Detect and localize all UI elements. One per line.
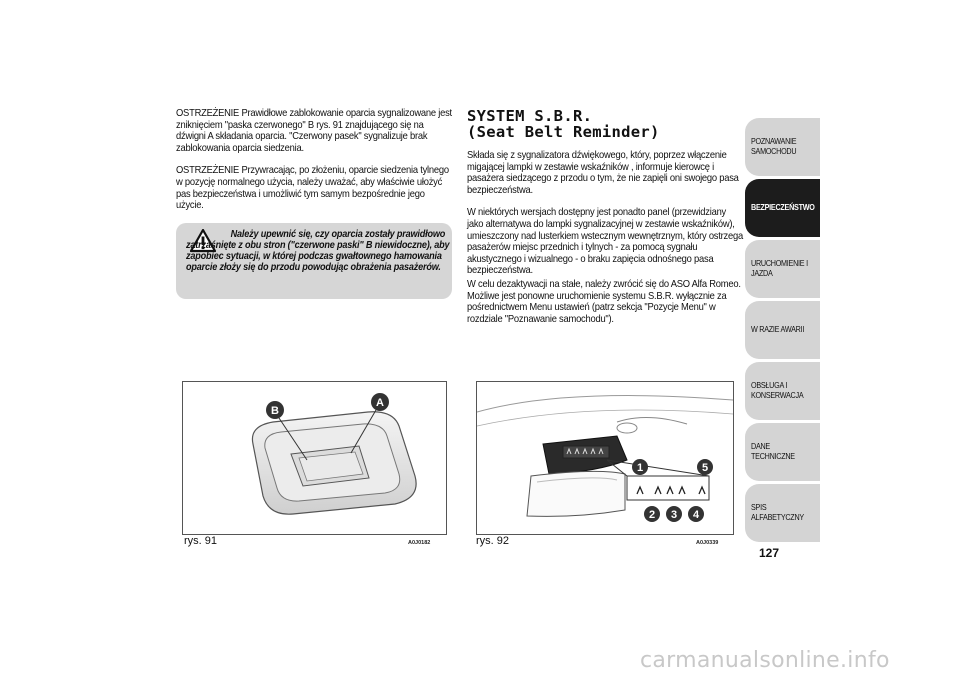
label-4: 4 [692,509,700,521]
sbr-paragraph-2: W niektórych wersjach dostępny jest ponadto panel (przewidziany jako alternatywa do lampki sygnalizacyjnej w zestawie wskaźników), umieszczony nad lusterkiem wstecznym wewnętrznym, który ostrzega pasażerów miejsc przednich i tylnych - za pomocą sygnału akustycznego i wizualnego - o braku zapięcia odnośnego pasa bezpieczeństwa. [467,207,743,277]
sbr-paragraph-3: W celu dezaktywacji na stałe, należy zwrócić się do ASO Alfa Romeo. Możliwe jest ponowne uruchomienie systemu S.B.R. wyłącznie za pośrednictwem Menu ustawień (patrz sekcja "Pozycje Menu" w rozdziale "Poznawanie samochodu"). [467,278,741,325]
figure-91-caption: rys. 91 [184,535,218,547]
sbr-panel-illustration [477,382,733,534]
tab-label: DANE TECHNICZNE [751,441,795,461]
tab-dane-techniczne[interactable] [745,423,820,481]
label-b: B [271,405,279,417]
sbr-paragraph-1: Składa się z sygnalizatora dźwiękowego, który, poprzez włączenie migającej lampki w zestawie wskaźników , informuje kierowcę i pasażera siedzącego z przodu o tym, że nie zapięli oni swojego pasa bezpieczeństwa. [467,150,739,196]
seat-latch-illustration [183,382,446,534]
section-title-line-1: SYSTEM S.B.R. [467,107,593,125]
tab-obsluga-i-konserwacja[interactable] [745,362,820,420]
tab-label: POZNAWANIE SAMOCHODU [751,136,797,156]
figure-92-caption: rys. 92 [476,535,510,547]
warning-paragraph-2: OSTRZEŻENIE Przywracając, po złożeniu, oparcie siedzenia tylnego w pozycję normalnego użycia, należy uważać, aby właściwie ułożyć pas bezpieczeństwa i umożliwić tym samym bezpośrednie jego użycie. [176,165,449,212]
figure-92-code: A0J0339 [696,540,719,546]
figure-92-sbr-panel [476,381,734,535]
tab-spis-alfabetyczny[interactable] [745,484,820,542]
section-title [467,108,743,140]
warning-text: Należy upewnić się, czy oparcia zostały prawidłowo zatrzaśnięte z obu stron ("czerwone paski" B niewidoczne), aby zapobiec sytuacji, w której podczas gwałtownego hamowania oparcie złoży się do przodu powodując obrażenia pasażerów. [186,228,450,273]
label-3: 3 [670,509,678,521]
figure-91-seat-latch [182,381,447,535]
tab-uruchomienie-i-jazda[interactable] [745,240,820,298]
warning-box [176,223,452,299]
tab-label: BEZPIECZEŃSTWO [751,202,815,213]
warning-paragraph-1: OSTRZEŻENIE Prawidłowe zablokowanie oparcia sygnalizowane jest zniknięciem "paska czerwonego" B rys. 91 znajdującego się na dźwigni A składania oparcia. "Czerwony pasek" sygnalizuje brak zablokowania oparcia siedzenia. [176,108,452,154]
figure-91-code: A0J0182 [408,540,431,546]
label-a: A [376,397,384,409]
label-5: 5 [701,462,709,474]
page-number: 127 [759,546,780,560]
tab-label: W RAZIE AWARII [751,324,805,335]
label-1: 1 [636,462,644,474]
tab-label: SPIS ALFABETYCZNY [751,502,804,522]
tab-label: OBSŁUGA I KONSERWACJA [751,380,804,400]
tab-bezpieczenstwo[interactable] [745,179,820,237]
watermark: carmanualsonline.info [640,648,890,673]
section-title-line-2: (Seat Belt Reminder) [467,123,660,141]
tab-label: URUCHOMIENIE I JAZDA [751,258,808,278]
tab-poznawanie-samochodu[interactable] [745,118,820,176]
right-column [467,108,743,336]
label-2: 2 [648,509,656,521]
left-column [176,108,452,299]
tab-w-razie-awarii[interactable] [745,301,820,359]
